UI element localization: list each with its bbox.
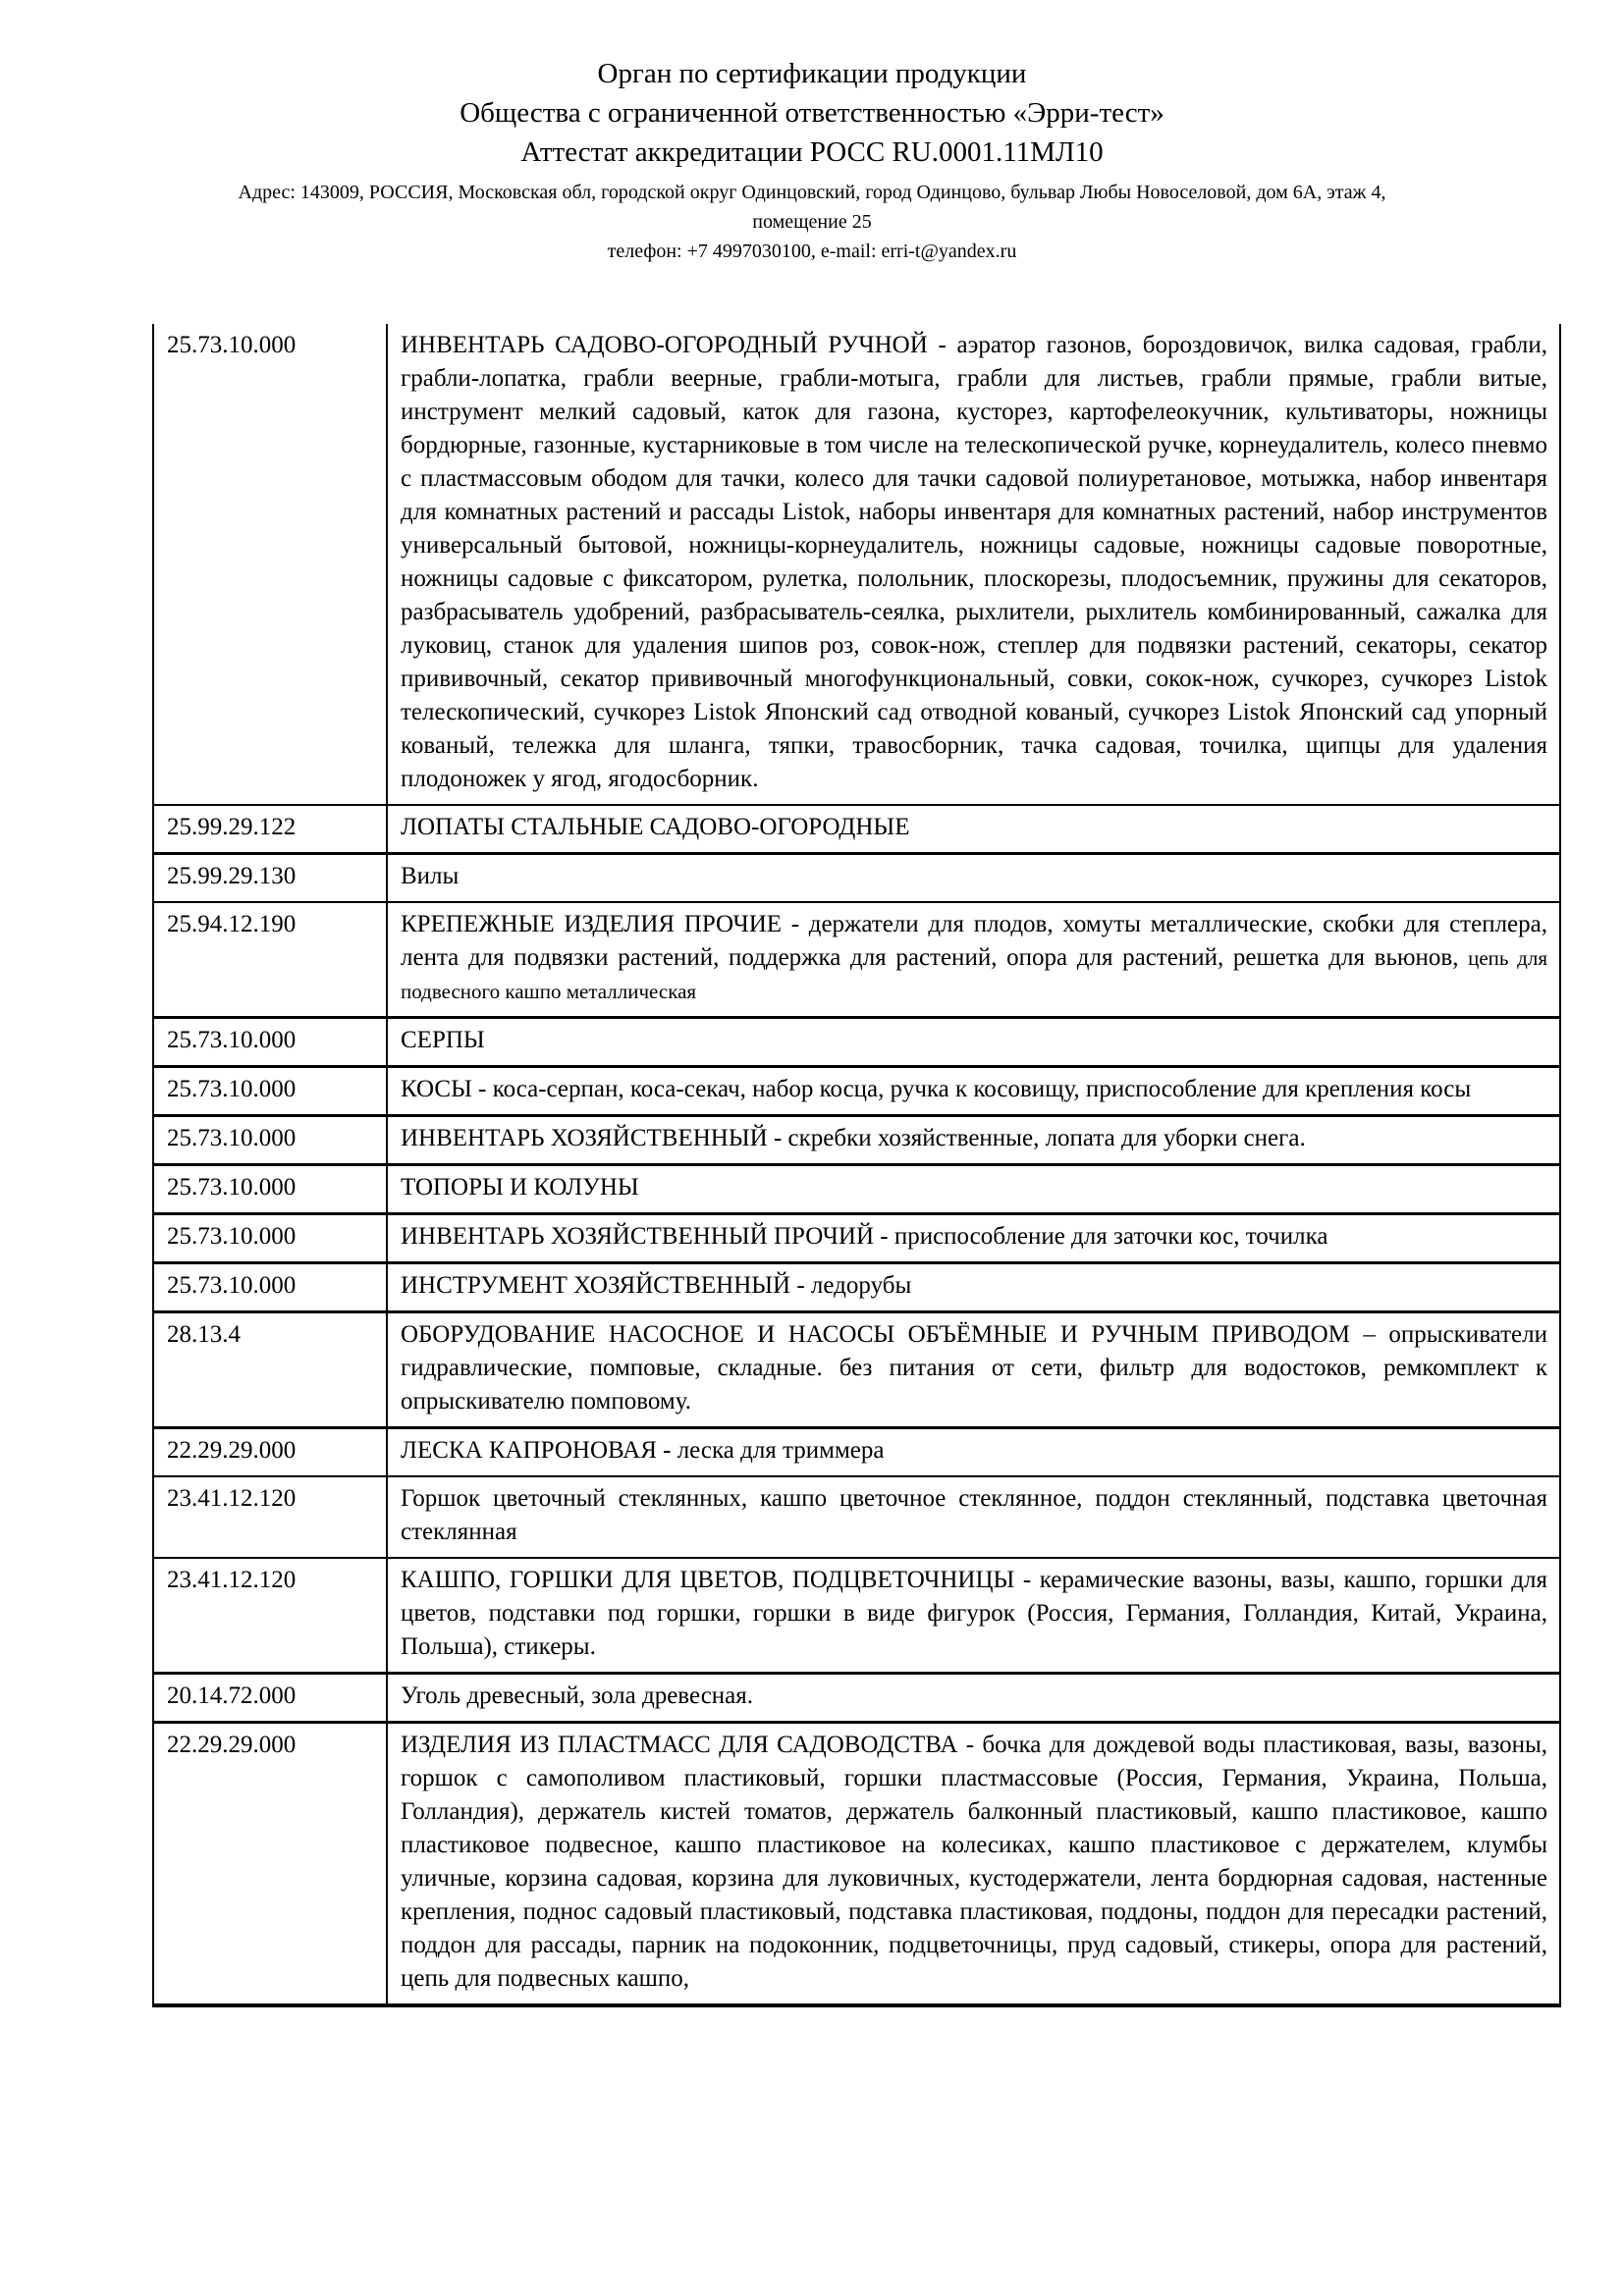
description-cell: [387, 1018, 1560, 1067]
code-cell: 22.29.29.000: [153, 1723, 387, 2006]
code-cell: 28.13.4: [153, 1312, 387, 1428]
description-text: ИНСТРУМЕНТ ХОЗЯЙСТВЕННЫЙ - ледорубы: [401, 1272, 912, 1299]
table-row: [153, 1723, 1560, 2006]
description-cell: [387, 1214, 1560, 1263]
product-codes-table-body: [153, 324, 1560, 2005]
code-cell: 25.99.29.122: [153, 805, 387, 854]
description-text: ИНВЕНТАРЬ ХОЗЯЙСТВЕННЫЙ ПРОЧИЙ - приспособление для заточки кос, точилка: [401, 1223, 1328, 1250]
table-row: [153, 1067, 1560, 1116]
contacts-line: телефон: +7 4997030100, e-mail: erri-t@yandex.ru: [607, 240, 1017, 262]
description-text: КАШПО, ГОРШКИ ДЛЯ ЦВЕТОВ, ПОДЦВЕТОЧНИЦЫ - керамические вазоны, вазы, кашпо, горшки для цветов, подставки под горшки, горшки в виде фигурок (Россия, Германия, Голландия, Китай, Украина, Польша), стикеры.: [401, 1567, 1547, 1660]
table-row: [153, 1165, 1560, 1214]
table-row: [153, 1263, 1560, 1312]
description-text: ТОПОРЫ И КОЛУНЫ: [401, 1174, 639, 1201]
table-row: [153, 902, 1560, 1018]
description-cell: [387, 1263, 1560, 1312]
table-row: [153, 1116, 1560, 1165]
description-text: ИНВЕНТАРЬ ХОЗЯЙСТВЕННЫЙ - скребки хозяйственные, лопата для уборки снега.: [401, 1125, 1306, 1151]
code-cell: 25.73.10.000: [153, 1263, 387, 1312]
code-cell: 20.14.72.000: [153, 1674, 387, 1723]
code-cell: 25.73.10.000: [153, 1165, 387, 1214]
table-row: [153, 1018, 1560, 1067]
description-cell: [387, 1428, 1560, 1477]
code-cell: 25.73.10.000: [153, 1214, 387, 1263]
description-cell: [387, 902, 1560, 1018]
table-row: [153, 805, 1560, 854]
code-cell: 23.41.12.120: [153, 1476, 387, 1558]
code-cell: 25.73.10.000: [153, 1018, 387, 1067]
description-cell: [387, 1165, 1560, 1214]
description-text: ИНВЕНТАРЬ САДОВО-ОГОРОДНЫЙ РУЧНОЙ - аэратор газонов, бороздовичок, вилка садовая, грабли, грабли-лопатка, грабли веерные, грабли-мотыга, грабли для листьев, грабли прямые, грабли витые, инструмент мелкий садовый, каток для газона, кусторез, картофелеокучник, культиваторы, ножницы бордюрные, газонные, кустарниковые в том числе на телескопической ручке, корнеудалитель, колесо пневмо с пластмассовым ободом для тачки, колесо для тачки садовой полиуретановое, мотыжка, набор инвентаря для комнатных растений и рассады Listok, наборы инвентаря для комнатных растений, набор инструментов универсальный бытовой, ножницы-корнеудалитель, ножницы садовые, ножницы садовые поворотные, ножницы садовые с фиксатором, рулетка, полольник, плоскорезы, плодосъемник, пружины для секаторов, разбрасыватель удобрений, разбрасыватель-сеялка, рыхлители, рыхлитель комбинированный, сажалка для луковиц, станок для удаления шипов роз, совок-нож, степлер для подвязки растений, секаторы, секатор прививочный, секатор прививочный многофункциональный, совки, сокок-нож, сучкорез, сучкорез Listok телескопический, сучкорез Listok Японский сад отводной кованый, сучкорез Listok Японский сад упорный кованый, тележка для шланга, тяпки, травосборник, тачка садовая, точилка, щипцы для удаления плодоножек у ягод, ягодосборник.: [401, 332, 1547, 792]
table-row: [153, 1476, 1560, 1558]
description-cell: [387, 1476, 1560, 1558]
code-cell: 25.73.10.000: [153, 324, 387, 805]
description-text: КОСЫ - коса-серпан, коса-секач, набор косца, ручка к косовищу, приспособление для крепления косы: [401, 1076, 1472, 1102]
description-text: КРЕПЕЖНЫЕ ИЗДЕЛИЯ ПРОЧИЕ - держатели для плодов, хомуты металлические, скобки для степлера, лента для подвязки растений, поддержка для растений, опора для растений, решетка для вьюнов,: [401, 911, 1547, 971]
description-text: ЛОПАТЫ СТАЛЬНЫЕ САДОВО-ОГОРОДНЫЕ: [401, 814, 910, 840]
code-cell: 25.94.12.190: [153, 902, 387, 1018]
code-cell: 25.73.10.000: [153, 1116, 387, 1165]
description-text: Горшок цветочный стеклянных, кашпо цветочное стеклянное, поддон стеклянный, подставка цветочная стеклянная: [401, 1485, 1547, 1545]
table-row: [153, 854, 1560, 903]
description-text: СЕРПЫ: [401, 1027, 485, 1053]
table-row: [153, 1674, 1560, 1723]
address-line-1: Адрес: 143009, РОССИЯ, Московская обл, городской округ Одинцовский, город Одинцово, бульвар Любы Новоселовой, дом 6А, этаж 4,: [238, 182, 1386, 203]
description-text-small: цепь для подвесного кашпо металлическая: [401, 946, 1547, 1003]
product-codes-table: [152, 324, 1561, 2007]
description-cell: [387, 1723, 1560, 2006]
org-title-line-1: Орган по сертификации продукции: [597, 58, 1027, 89]
table-row: [153, 1428, 1560, 1477]
description-cell: [387, 805, 1560, 854]
description-text: ИЗДЕЛИЯ ИЗ ПЛАСТМАСС ДЛЯ САДОВОДСТВА - бочка для дождевой воды пластиковая, вазы, вазоны, горшок с самополивом пластиковый, горшки пластмассовые (Россия, Германия, Украина, Польша, Голландия), держатель кистей томатов, держатель балконный пластиковый, кашпо пластиковое, кашпо пластиковое подвесное, кашпо пластиковое на колесиках, кашпо пластиковое с держателем, клумбы уличные, корзина садовая, корзина для луковичных, кустодержатели, лента бордюрная садовая, настенные крепления, поднос садовый пластиковый, подставка пластиковая, поддоны, поддон для пересадки растений, поддон для рассады, парник на подоконник, подцветочницы, пруд садовый, стикеры, опора для растений, цепь для подвесных кашпо,: [401, 1732, 1547, 1992]
accreditation-line: Аттестат аккредитации РОСС RU.0001.11МЛ10: [520, 136, 1104, 168]
description-text: ЛЕСКА КАПРОНОВАЯ - леска для триммера: [401, 1437, 885, 1464]
description-text: Вилы: [401, 863, 460, 889]
description-cell: [387, 854, 1560, 903]
code-cell: 25.73.10.000: [153, 1067, 387, 1116]
code-cell: 25.99.29.130: [153, 854, 387, 903]
table-row: [153, 324, 1560, 805]
table-row: [153, 1312, 1560, 1428]
description-cell: [387, 324, 1560, 805]
address-line-2: помещение 25: [752, 211, 872, 233]
code-cell: 23.41.12.120: [153, 1558, 387, 1674]
table-row: [153, 1214, 1560, 1263]
description-cell: [387, 1558, 1560, 1674]
document-header: [0, 0, 1624, 266]
description-cell: [387, 1312, 1560, 1428]
org-title-line-2: Общества с ограниченной ответственностью «Эрри-тест»: [460, 97, 1164, 129]
description-cell: [387, 1116, 1560, 1165]
table-row: [153, 1558, 1560, 1674]
description-text: ОБОРУДОВАНИЕ НАСОСНОЕ И НАСОСЫ ОБЪЁМНЫЕ И РУЧНЫМ ПРИВОДОМ – опрыскиватели гидравлические, помповые, складные. без питания от сети, фильтр для водостоков, ремкомплект к опрыскивателю помповому.: [401, 1321, 1547, 1415]
description-text: Уголь древесный, зола древесная.: [401, 1682, 754, 1709]
description-cell: [387, 1674, 1560, 1723]
code-cell: 22.29.29.000: [153, 1428, 387, 1477]
description-cell: [387, 1067, 1560, 1116]
